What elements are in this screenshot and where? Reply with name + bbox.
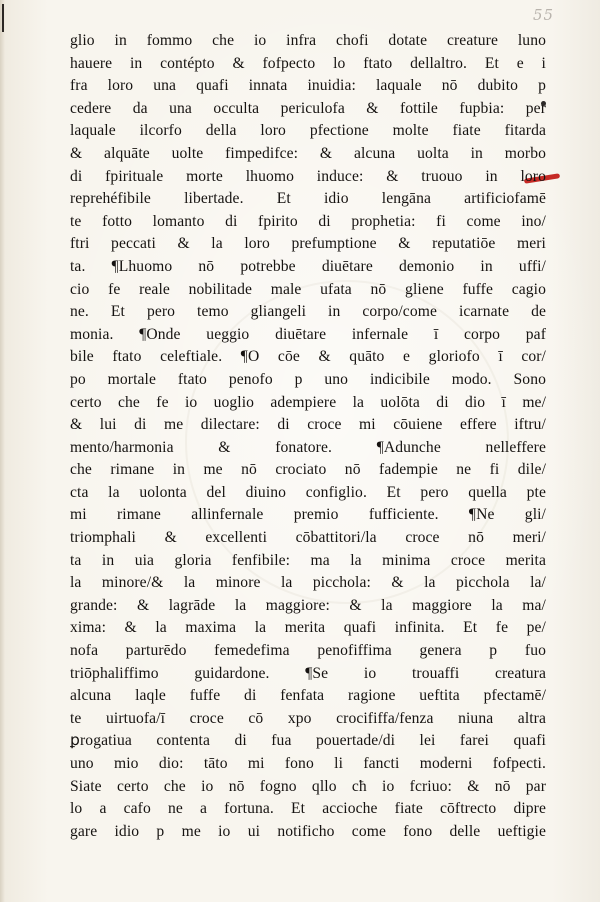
text-line: xima: & la maxima la merita quafi infinita. Et fe pe/ bbox=[70, 619, 546, 637]
text-line: fra loro una quafi innata inuidia: laquale nō dubito p bbox=[70, 77, 546, 95]
text-line: & alquāte uolte fimpedifce: & alcuna uolta in morbo bbox=[70, 144, 546, 162]
text-line: te fotto lomanto di fpirito di prophetia: fi come ino/ bbox=[70, 212, 546, 230]
gutter-mark bbox=[2, 4, 4, 32]
text-line: mi rimane allinfernale premio fufficiente. ¶Ne gli/ bbox=[70, 506, 546, 524]
text-line: & lui di me dilectare: di croce mi cōuiene effere iftru/ bbox=[70, 416, 546, 434]
text-line: laquale ilcorfo della loro pfectione molte fiate fitarda bbox=[70, 122, 546, 140]
text-line: reprehéfibile libertade. Et idio lengāna artificiofamē bbox=[70, 190, 546, 208]
text-line: triomphali & excellenti cōbattitori/la croce nō meri/ bbox=[70, 529, 546, 547]
text-line: gare idio p me io ui notificho come fono delle ueftigie bbox=[70, 822, 546, 840]
text-line: che rimane in me nō crociato nō fadempie ne fi dile/ bbox=[70, 461, 546, 479]
text-line: cio fe reale nobilitade male ufata nō gliene fuffe cagio bbox=[70, 280, 546, 298]
text-line: po mortale ftato penofo p uno indicibile modo. Sono bbox=[70, 370, 546, 388]
text-line: triōphaliffimo guidardone. ¶Se io trouaffi creatura bbox=[70, 664, 546, 682]
text-line: monia. ¶Onde ueggio diuētare infernale ī corpo paf bbox=[70, 325, 546, 343]
binding-edge bbox=[0, 0, 5, 902]
text-line: hauere in contépto & fofpecto lo ftato dellaltro. Et e i bbox=[70, 54, 546, 72]
text-line: alcuna laqle fuffe di fenfata ragione ueftita pfectamē/ bbox=[70, 687, 546, 705]
text-line: te uirtuofa/ī croce cō xpo crocififfa/fenza niuna altra bbox=[70, 709, 546, 727]
text-line: ꝑrogatiua contenta di fua pouertade/di lei farei quafi bbox=[70, 732, 546, 750]
text-line: ftri peccati & la loro prefumptione & reputatiōe meri bbox=[70, 235, 546, 253]
text-line: mento/harmonia & fonatore. ¶Adunche nelleffere bbox=[70, 438, 546, 456]
folio-number: 55 bbox=[533, 6, 555, 24]
text-line: uno mio dio: tāto mi fono li fancti moderni fofpecti. bbox=[70, 755, 546, 772]
text-line: bile ftato celeftiale. ¶O cōe & quāto e gloriofo ī cor/ bbox=[70, 348, 546, 366]
text-line: cta la uolonta del diuino configlio. Et pero quella pte bbox=[70, 483, 546, 501]
text-line: ta in uia gloria fenfibile: ma la minima croce merita bbox=[70, 551, 546, 569]
text-line: cedere da una occulta periculofa & fottile fupbia: per bbox=[70, 99, 546, 117]
text-line: Siate certo che io nō fogno qllo cħ io fcriuo: & nō par bbox=[70, 777, 546, 795]
text-line: ta. ¶Lhuomo nō potrebbe diuētare demonio in uffi/ bbox=[70, 257, 546, 275]
text-block bbox=[70, 30, 546, 843]
text-line: grande: & lagrāde la maggiore: & la maggiore la ma/ bbox=[70, 596, 546, 614]
text-line: glio in fommo che io infra chofi dotate creature luno bbox=[70, 32, 546, 49]
text-line: lo a cafo ne a fortuna. Et accioche fiate cōftrecto dipre bbox=[70, 800, 546, 818]
text-line: di fpirituale morte lhuomo induce: & truouo in loro bbox=[70, 167, 546, 185]
text-line: ne. Et pero temo gliangeli in corpo/come icarnate de bbox=[70, 303, 546, 321]
text-line: certo che fe io uoglio adempiere la uolōta di dio ī me/ bbox=[70, 393, 546, 411]
text-line: nofa parturēdo femedefima penofiffima genera p fuo bbox=[70, 642, 546, 660]
text-line: la minore/& la minore la picchola: & la picchola la/ bbox=[70, 574, 546, 592]
